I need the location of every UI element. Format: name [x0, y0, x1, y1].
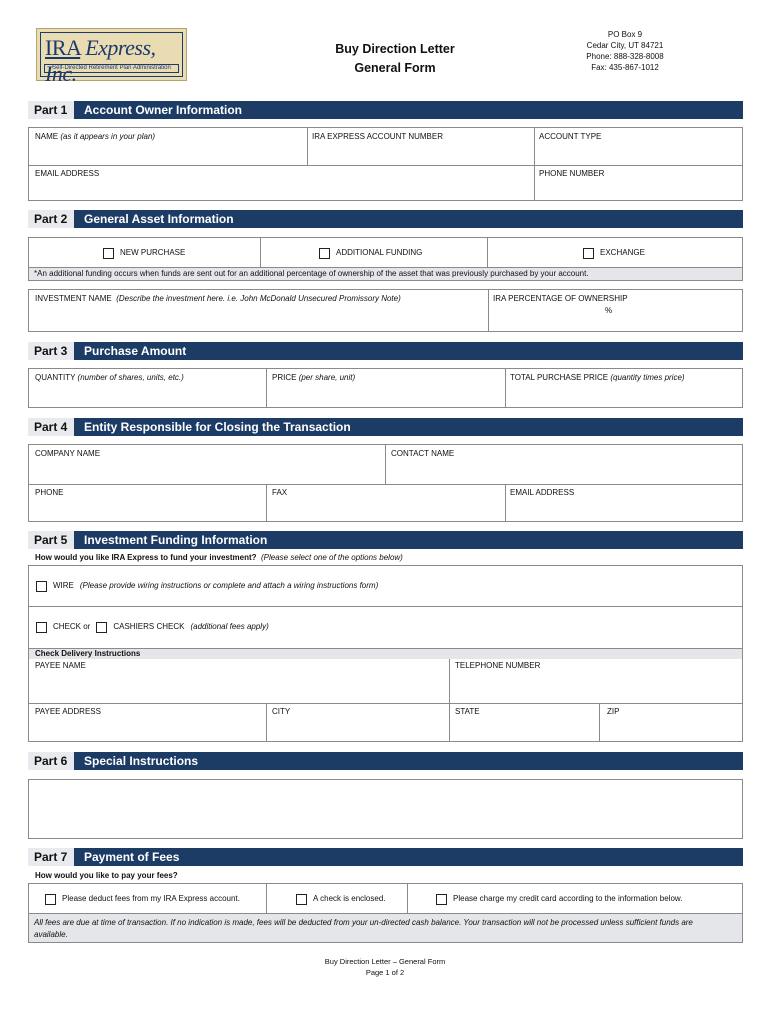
additional-funding-footnote: *An additional funding occurs when funds are sent out for an additional percentage of ownership of the asset that was previously purchased by your account. [34, 269, 589, 278]
price-field[interactable]: PRICE (per share, unit) [272, 373, 356, 382]
part5-fields [28, 565, 743, 742]
logo-brand: IRA Express, Inc. [45, 35, 156, 86]
check-enclosed-option[interactable]: A check is enclosed. [296, 893, 385, 905]
col-divider [307, 128, 308, 165]
payee-name-field[interactable]: PAYEE NAME [35, 661, 86, 670]
fees-notice: All fees are due at time of transaction. If no indication is made, fees will be deducted from your un-directed cash balance. Your transaction will not be processed unless sufficient funds are available. [34, 918, 693, 939]
check-enclosed-checkbox[interactable] [296, 894, 307, 905]
col-divider [385, 445, 386, 484]
part2-options [28, 237, 743, 281]
part1-title: Account Owner Information [84, 103, 243, 117]
part4-number: Part 4 [28, 418, 74, 436]
entity-email-field[interactable]: EMAIL ADDRESS [510, 488, 575, 497]
col-divider [534, 128, 535, 200]
check-delivery-heading: Check Delivery Instructions [35, 649, 141, 658]
zip-field[interactable]: ZIP [607, 707, 620, 716]
part1-number: Part 1 [28, 101, 74, 119]
credit-card-option[interactable]: Please charge my credit card according to the information below. [436, 893, 682, 905]
part1-header [28, 101, 743, 119]
part3-fields [28, 368, 743, 408]
col-divider [266, 369, 267, 407]
col-divider [449, 659, 450, 741]
row-divider [29, 703, 742, 704]
additional-funding-option[interactable]: ADDITIONAL FUNDING [319, 247, 422, 259]
col-divider [505, 484, 506, 521]
part5-title: Investment Funding Information [84, 533, 268, 547]
payee-address-field[interactable]: PAYEE ADDRESS [35, 707, 101, 716]
name-field[interactable]: NAME (as it appears in your plan) [35, 132, 156, 141]
exchange-option[interactable]: EXCHANGE [583, 247, 645, 259]
investment-name-row [28, 289, 743, 332]
part7-number: Part 7 [28, 848, 74, 866]
ownership-percentage-field[interactable]: IRA PERCENTAGE OF OWNERSHIP [493, 294, 628, 303]
row-divider [29, 606, 742, 607]
col-divider [266, 884, 267, 913]
telephone-number-field[interactable]: TELEPHONE NUMBER [455, 661, 541, 670]
title-line-2: General Form [354, 61, 436, 75]
check-option[interactable]: CHECK or CASHIERS CHECK (additional fees apply) [36, 621, 269, 633]
phone-field[interactable]: PHONE NUMBER [539, 169, 605, 178]
part2-title: General Asset Information [84, 212, 234, 226]
company-name-field[interactable]: COMPANY NAME [35, 449, 101, 458]
company-address [565, 29, 685, 73]
additional-funding-checkbox[interactable] [319, 248, 330, 259]
total-price-field[interactable]: TOTAL PURCHASE PRICE (quantity times price) [510, 373, 685, 382]
entity-phone-field[interactable]: PHONE [35, 488, 64, 497]
company-logo [36, 28, 187, 86]
address-line-3: Phone: 888-328-8008 [586, 52, 664, 61]
title-line-1: Buy Direction Letter [335, 42, 455, 56]
email-field[interactable]: EMAIL ADDRESS [35, 169, 100, 178]
quantity-field[interactable]: QUANTITY (number of shares, units, etc.) [35, 373, 184, 382]
part2-header [28, 210, 743, 228]
part4-title: Entity Responsible for Closing the Transaction [84, 420, 351, 434]
special-instructions-field[interactable] [28, 779, 743, 839]
col-divider [260, 238, 261, 267]
col-divider [505, 369, 506, 407]
check-checkbox[interactable] [36, 622, 47, 633]
fees-question: How would you like to pay your fees? [35, 871, 178, 880]
address-line-4: Fax: 435-867-1012 [591, 63, 659, 72]
document-title [300, 40, 490, 78]
percent-sign: % [605, 306, 613, 315]
address-line-2: Cedar City, UT 84721 [586, 41, 664, 50]
new-purchase-option[interactable]: NEW PURCHASE [103, 247, 185, 259]
part5-number: Part 5 [28, 531, 74, 549]
cashiers-check-checkbox[interactable] [96, 622, 107, 633]
part7-header [28, 848, 743, 866]
city-field[interactable]: CITY [272, 707, 291, 716]
part2-number: Part 2 [28, 210, 74, 228]
wire-checkbox[interactable] [36, 581, 47, 592]
deduct-fees-checkbox[interactable] [45, 894, 56, 905]
col-divider [266, 484, 267, 521]
col-divider [599, 703, 600, 741]
new-purchase-checkbox[interactable] [103, 248, 114, 259]
part3-header [28, 342, 743, 360]
part7-title: Payment of Fees [84, 850, 180, 864]
part1-fields [28, 127, 743, 201]
row-divider [29, 165, 742, 166]
col-divider [407, 884, 408, 913]
wire-option[interactable]: WIRE (Please provide wiring instructions or complete and attach a wiring instructions form) [36, 580, 378, 592]
part3-number: Part 3 [28, 342, 74, 360]
part7-fields [28, 883, 743, 943]
part4-header [28, 418, 743, 436]
funding-question: How would you like IRA Express to fund your investment? (Please select one of the options below) [35, 553, 403, 562]
part4-fields [28, 444, 743, 522]
col-divider [488, 290, 489, 331]
entity-fax-field[interactable]: FAX [272, 488, 288, 497]
col-divider [266, 703, 267, 741]
part5-header [28, 531, 743, 549]
contact-name-field[interactable]: CONTACT NAME [391, 449, 455, 458]
investment-name-field[interactable]: INVESTMENT NAME (Describe the investment here. i.e. John McDonald Unsecured Promissory Note) [35, 294, 401, 303]
account-type-field[interactable]: ACCOUNT TYPE [539, 132, 602, 141]
account-number-field[interactable]: IRA EXPRESS ACCOUNT NUMBER [312, 132, 443, 141]
exchange-checkbox[interactable] [583, 248, 594, 259]
col-divider [487, 238, 488, 267]
part3-title: Purchase Amount [84, 344, 187, 358]
credit-card-checkbox[interactable] [436, 894, 447, 905]
row-divider [29, 484, 742, 485]
logo-tagline: Self-Directed Retirement Plan Administration [44, 64, 179, 73]
logo-frame [40, 32, 183, 86]
deduct-fees-option[interactable]: Please deduct fees from my IRA Express account. [45, 893, 240, 905]
state-field[interactable]: STATE [455, 707, 480, 716]
part6-number: Part 6 [28, 752, 74, 770]
page-number: Page 1 of 2 [365, 968, 405, 977]
part6-title: Special Instructions [84, 754, 199, 768]
address-line-1: PO Box 9 [607, 30, 643, 39]
footer-title: Buy Direction Letter – General Form [324, 957, 446, 966]
part6-header [28, 752, 743, 770]
